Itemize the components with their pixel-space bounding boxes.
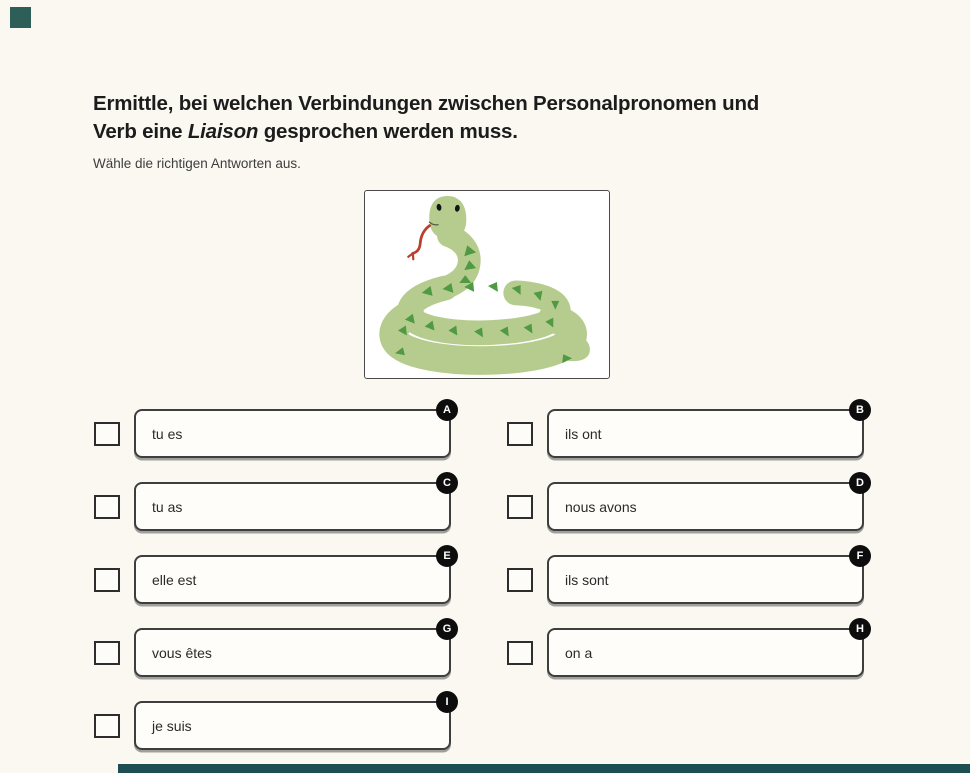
player-corner-square: [10, 7, 31, 28]
answer-option[interactable]: [134, 404, 451, 458]
answer-label: ils ont: [565, 425, 602, 442]
task-title-line1: Ermittle, bei welchen Verbindungen zwischen Personalpronomen und: [93, 92, 760, 115]
task-title-italic-term: Liaison: [187, 120, 259, 143]
answer-label: tu es: [152, 425, 183, 442]
answer-checkbox[interactable]: [507, 422, 533, 446]
answer-option[interactable]: [547, 550, 864, 604]
task-title-line2-post: gesprochen werden muss.: [258, 120, 518, 143]
answer-checkbox[interactable]: [94, 495, 120, 519]
answer-option[interactable]: [547, 477, 864, 531]
answer-letter-badge: F: [849, 545, 871, 567]
answer-letter-badge: H: [849, 618, 871, 640]
answer-letter-badge: A: [436, 399, 458, 421]
answer-checkbox[interactable]: [507, 641, 533, 665]
answer-label: tu as: [152, 498, 183, 515]
option-row: [94, 477, 451, 531]
option-row: [94, 623, 452, 677]
answer-checkbox[interactable]: [94, 568, 120, 592]
option-row: [94, 404, 451, 458]
answer-letter-badge: B: [849, 399, 871, 421]
answer-label: nous avons: [565, 498, 637, 515]
snake-body: [394, 236, 573, 361]
answer-checkbox[interactable]: [94, 641, 120, 665]
option-row: [507, 404, 864, 458]
answer-label: ils sont: [565, 571, 609, 588]
option-row: [507, 477, 864, 531]
answer-letter-badge: G: [436, 618, 458, 640]
answer-checkbox[interactable]: [507, 568, 533, 592]
illustration-box: [364, 190, 610, 379]
options-column-right: [507, 404, 864, 701]
snake-illustration: [365, 191, 609, 378]
answer-option[interactable]: [134, 477, 451, 531]
answer-checkbox[interactable]: [507, 495, 533, 519]
answer-checkbox[interactable]: [94, 422, 120, 446]
answer-option[interactable]: [134, 623, 452, 677]
option-row: [507, 623, 864, 677]
task-title-line2-pre: Verb eine: [93, 120, 188, 143]
task-instruction: Wähle die richtigen Antworten aus.: [93, 156, 301, 171]
answer-checkbox[interactable]: [94, 714, 120, 738]
option-row: [507, 550, 864, 604]
snake-tongue: [408, 226, 429, 260]
answer-label: elle est: [152, 571, 197, 588]
answer-option[interactable]: [547, 404, 864, 458]
option-row: [94, 696, 451, 750]
answer-label: vous êtes: [152, 644, 212, 661]
options-column-left: [94, 404, 452, 773]
answer-option[interactable]: [134, 696, 451, 750]
option-row: [94, 550, 451, 604]
answer-letter-badge: E: [436, 545, 458, 567]
answer-label: je suis: [152, 717, 192, 734]
answer-option[interactable]: [547, 623, 864, 677]
answer-letter-badge: C: [436, 472, 458, 494]
answer-label: on a: [565, 644, 593, 661]
answer-option[interactable]: [134, 550, 451, 604]
answer-letter-badge: D: [849, 472, 871, 494]
answer-letter-badge: I: [436, 691, 458, 713]
task-title: [93, 90, 883, 146]
